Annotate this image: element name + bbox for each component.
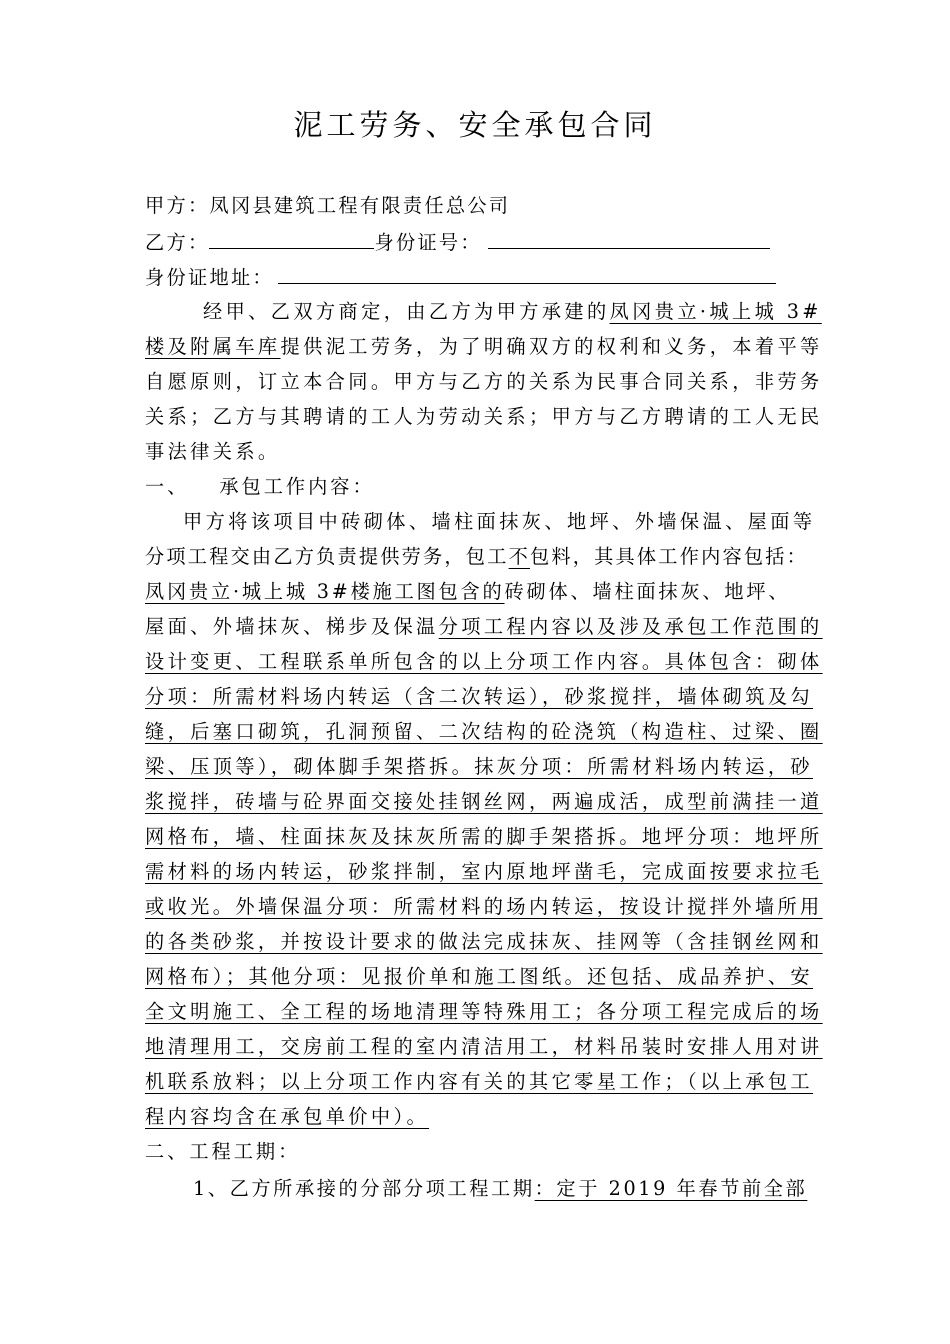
scope-line: 的各类砂浆，并按设计要求的做法完成抹灰、挂网等（含挂钢丝网和	[145, 930, 823, 953]
scope-line: 设计变更、工程联系单所包含的以上分项工作内容。具体包含：砌体	[145, 650, 823, 673]
not-included-underlined: 不	[508, 545, 530, 568]
party-a-value: 凤冈县建筑工程有限责任总公司	[209, 194, 511, 217]
section-1-text-4a: 屋面、外墙抹灰、梯步及保温	[145, 615, 439, 638]
party-b-name-blank[interactable]	[209, 230, 374, 249]
section-1-heading-text: 承包工作内容：	[219, 475, 375, 498]
intro-text-1a: 经甲、乙双方商定，由乙方为甲方承建的	[203, 300, 610, 323]
scope-drawing-underlined: 凤冈贵立·城上城 3#楼施工图包含的	[145, 580, 505, 603]
scope-line: 地清理用工，交房前工程的室内清洁用工，材料吊装时安排人用对讲	[145, 1035, 823, 1058]
section-1-text-2a: 分项工程交由乙方负责提供劳务，包工	[145, 545, 509, 568]
section-2-line-1	[193, 1177, 807, 1201]
scope-line: 需材料的场内转运，砂浆拌制，室内原地坪凿毛，完成面按要求拉毛	[145, 860, 823, 883]
section-1-para-line-2	[145, 545, 808, 569]
section-2-heading: 二、工程工期：	[145, 1140, 301, 1163]
scope-line: 机联系放料；以上分项工作内容有关的其它零星工作；（以上承包工	[145, 1070, 814, 1093]
id-address-blank[interactable]	[278, 265, 776, 284]
project-name-cont-underlined: 楼及附属车库	[145, 335, 281, 358]
project-name-underlined: 凤冈贵立·城上城 3#	[609, 300, 822, 323]
schedule-underlined: ：定于 2019 年春节前全部	[534, 1177, 808, 1200]
section-1-para-line-3	[145, 580, 790, 604]
intro-line-4: 关系；乙方与其聘请的工人为劳动关系；甲方与乙方聘请的工人无民	[145, 405, 823, 428]
party-a-label: 甲方：	[145, 194, 210, 217]
contract-title: 泥工劳务、安全承包合同	[293, 108, 657, 142]
section-1-para-line-1: 甲方将该项目中砖砌体、墙柱面抹灰、地坪、外墙保温、屋面等	[183, 510, 816, 533]
section-1-number: 一、	[145, 475, 190, 498]
scope-line: 浆搅拌，砖墙与砼界面交接处挂钢丝网，两遍成活，成型前满挂一道	[145, 790, 823, 813]
scope-line: 网格布，墙、柱面抹灰及抹灰所需的脚手架搭拆。地坪分项：地坪所	[145, 825, 823, 848]
intro-line-1	[203, 300, 822, 324]
party-b-line	[145, 230, 770, 255]
party-b-label: 乙方：	[145, 231, 210, 254]
intro-line-3: 自愿原则，订立本合同。甲方与乙方的关系为民事合同关系，非劳务	[145, 370, 823, 393]
section-2-text-1a: 1、乙方所承接的分部分项工程工期	[193, 1177, 535, 1200]
id-number-blank[interactable]	[488, 230, 770, 249]
scope-line: 分项：所需材料场内转运（含二次转运），砂浆搅拌，墙体砌筑及勾	[145, 685, 814, 708]
section-1-heading	[145, 475, 375, 499]
scope-detail-underlined: 分项工程内容以及涉及承包工作范围的	[438, 615, 823, 638]
id-address-label: 身份证地址：	[145, 266, 274, 289]
scope-line: 梁、压顶等），砌体脚手架搭拆。抹灰分项：所需材料场内转运，砂	[145, 755, 814, 778]
intro-line-5: 事法律关系。	[145, 440, 281, 463]
intro-text-2b: 提供泥工劳务，为了明确双方的权利和义务，本着平等	[280, 335, 823, 358]
section-1-para-line-4	[145, 615, 823, 639]
scope-line: 缝，后塞口砌筑，孔洞预留、二次结构的砼浇筑（构造柱、过梁、圈	[145, 720, 823, 743]
section-1-text-2c: 包料，其具体工作内容包括：	[529, 545, 809, 568]
scope-line: 网格布）；其他分项：见报价单和施工图纸。还包括、成品养护、安	[145, 965, 814, 988]
scope-line: 全文明施工、全工程的场地清理等特殊用工；各分项工程完成后的场	[145, 1000, 823, 1023]
party-a-line	[145, 194, 510, 218]
intro-line-2	[145, 335, 823, 359]
section-1-text-3b: 砖砌体、墙柱面抹灰、地坪、	[504, 580, 791, 603]
id-address-line	[145, 265, 776, 290]
id-number-label: 身份证号：	[374, 231, 482, 254]
scope-line: 或收光。外墙保温分项：所需材料的场内转运，按设计搅拌外墙所用	[145, 895, 823, 918]
scope-line: 程内容均含在承包单价中）。	[145, 1105, 430, 1128]
